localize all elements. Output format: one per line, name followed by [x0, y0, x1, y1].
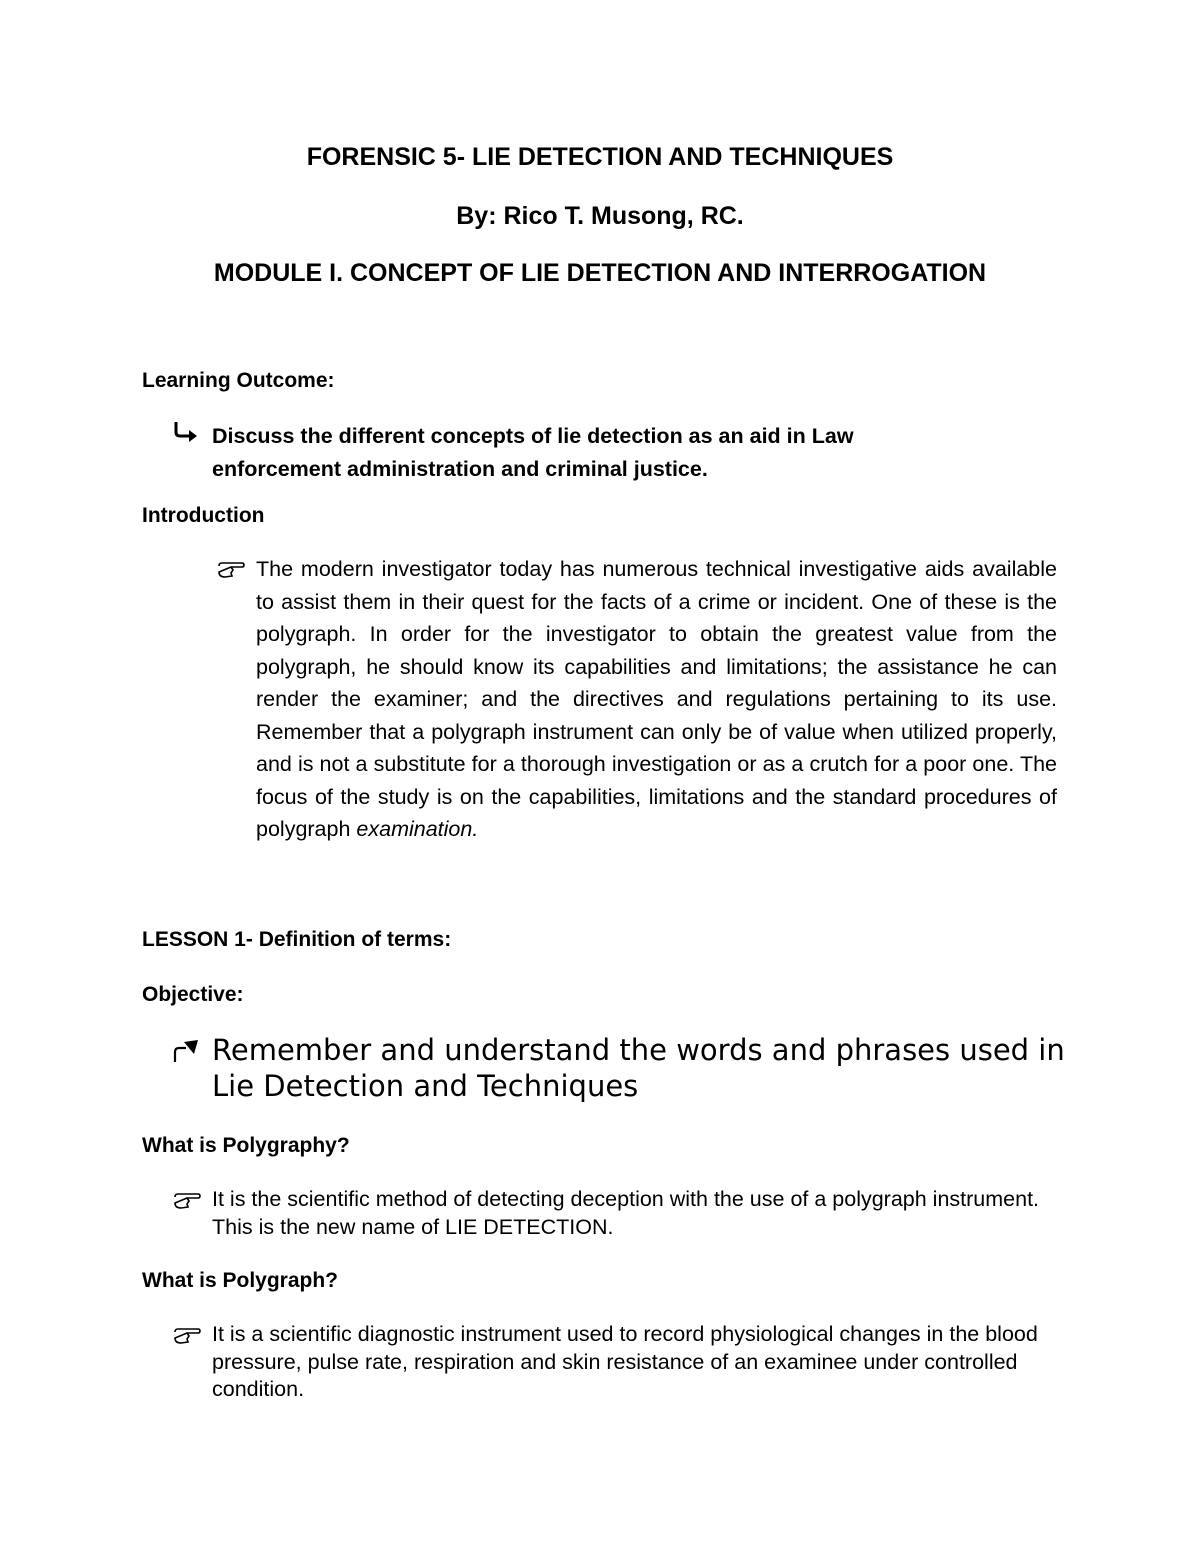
- pointing-hand-icon: [173, 1192, 201, 1210]
- pen-arrow-icon: [172, 1038, 202, 1064]
- lesson-heading: LESSON 1- Definition of terms:: [142, 928, 452, 951]
- module-title: MODULE I. CONCEPT OF LIE DETECTION AND INTERROGATION: [213, 259, 987, 287]
- learning-outcome-text: Discuss the different concepts of lie detection as an aid in Law enforcement administration and criminal justice.: [212, 424, 854, 481]
- pointing-hand-icon: [173, 1327, 201, 1345]
- curved-arrow-icon: [172, 420, 200, 444]
- objective-heading: Objective:: [142, 983, 244, 1006]
- definition-answer: It is a scientific diagnostic instrument used to record physiological changes in the blood pressure, pulse rate, respiration and skin resistance of an examinee under controlled condition.: [212, 1322, 1038, 1401]
- introduction-italic-word: examination.: [356, 817, 479, 841]
- learning-outcome-heading: Learning Outcome:: [142, 369, 335, 392]
- introduction-heading: Introduction: [142, 504, 265, 527]
- document-title: FORENSIC 5- LIE DETECTION AND TECHNIQUES: [306, 143, 894, 171]
- introduction-body: The modern investigator today has numerous technical investigative aids available to assist them in their quest for the facts of a crime or incident. One of these is the polygraph. In order for the investigator to obtain the greatest value from the polygraph, he should know its capabilities and limitations; the assistance he can render the examiner; and the directives and regulations pertaining to its use. Remember that a polygraph instrument can only be of value when utilized properly, and is not a substitute for a thorough investigation or as a crutch for a poor one. The focus of the study is on the capabilities, limitations and the standard procedures of polygraph: [256, 557, 1057, 841]
- pointing-hand-icon: [217, 561, 245, 579]
- definition-answer: It is the scientific method of detecting deception with the use of a polygraph instrument. This is the new name of LIE DETECTION.: [212, 1187, 1040, 1239]
- definition-question: What is Polygraph?: [142, 1269, 339, 1292]
- introduction-text: [256, 553, 1057, 846]
- objective-text: Remember and understand the words and phrases used in Lie Detection and Techniques: [212, 1033, 1065, 1103]
- definition-question: What is Polygraphy?: [142, 1134, 350, 1157]
- author-line: By: Rico T. Musong, RC.: [456, 202, 744, 230]
